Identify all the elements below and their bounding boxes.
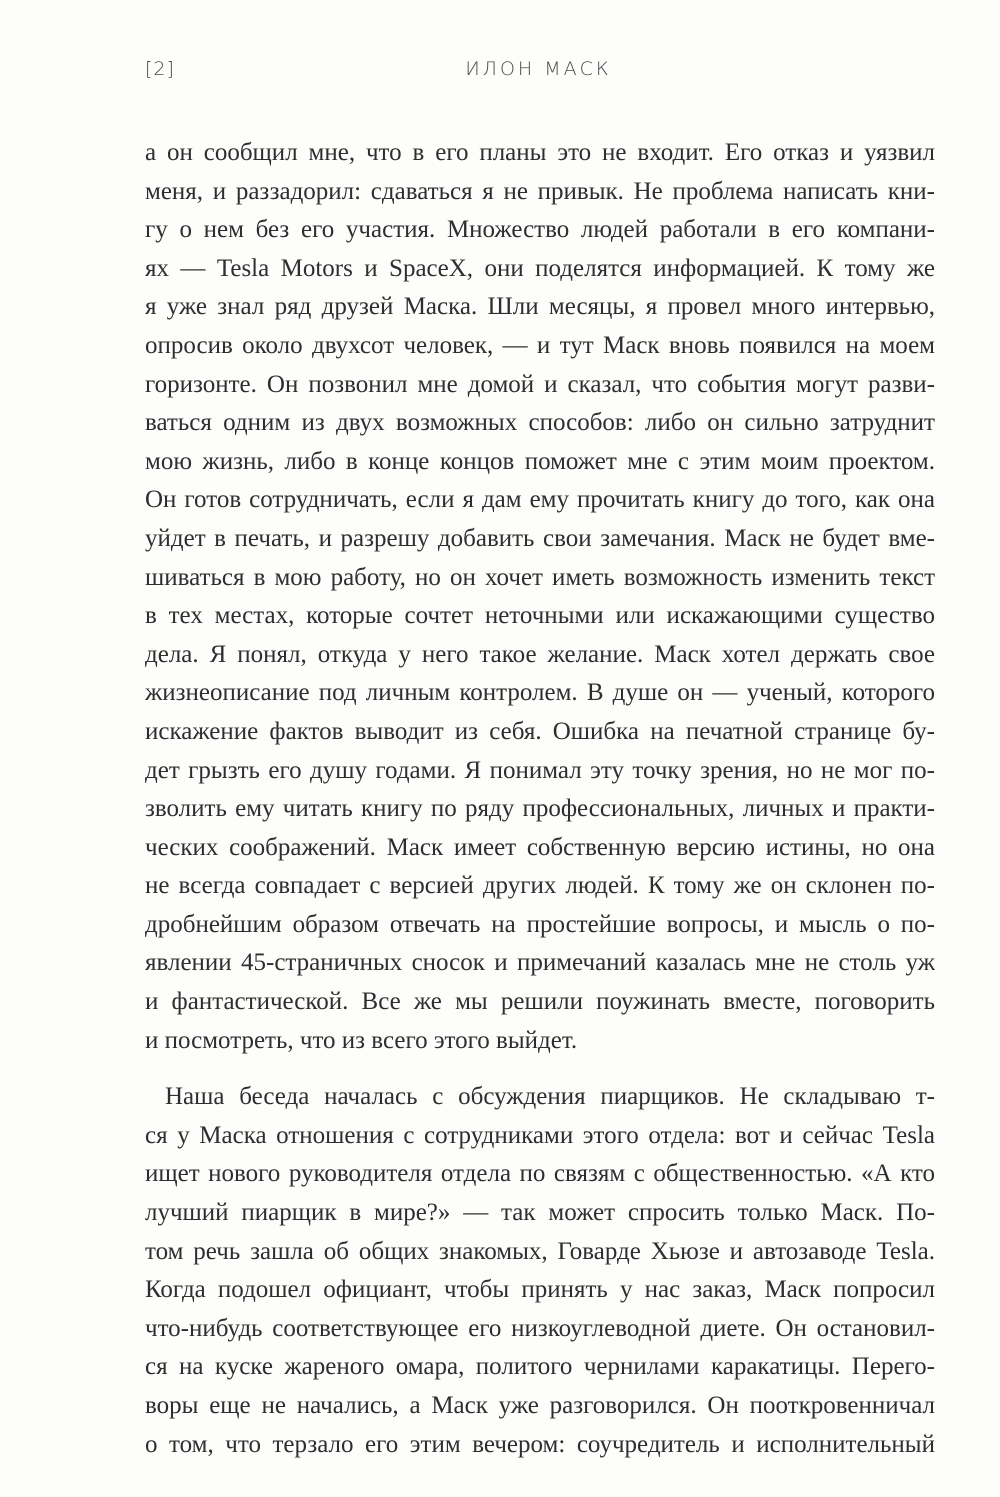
text-line: горизонте. Он позвонил мне домой и сказал, что события могут разви-	[145, 370, 935, 398]
text-line: о том, что терзало его этим вечером: соучредитель и исполнительный	[145, 1430, 935, 1458]
text-line: искажение фактов выводит из себя. Ошибка на печатной странице бу-	[145, 717, 935, 745]
text-line: ся на куске жареного омара, политого чернилами каракатицы. Перего-	[145, 1353, 935, 1381]
text-line: что-нибудь соответствующее его низкоуглеводной диете. Он остановил-	[145, 1314, 935, 1342]
text-line: явлении 45-страничных сносок и примечаний казалась мне не столь уж	[145, 949, 935, 977]
text-line: и фантастической. Все же мы решили поужинать вместе, поговорить	[145, 988, 935, 1016]
paragraph-2	[145, 1078, 935, 1464]
text-line: в тех местах, которые сочтет неточными или искажающими существо	[145, 602, 935, 630]
text-line: ваться одним из двух возможных способов: либо он сильно затруднит	[145, 409, 935, 437]
text-line: дробнейшим образом отвечать на простейшие вопросы, и мысль о по-	[145, 910, 935, 938]
text-line: шиваться в мою работу, но он хочет иметь возможность изменить текст	[145, 563, 935, 591]
text-line: Он готов сотрудничать, если я дам ему прочитать книгу до того, как она	[145, 486, 935, 514]
text-line: меня, и раззадорил: сдаваться я не привык. Не проблема написать кни-	[145, 177, 935, 205]
paragraph-1	[145, 134, 935, 1060]
text-line: жизнеописание под личным контролем. В душе он — ученый, которого	[145, 679, 935, 707]
text-line: воры еще не начались, а Маск уже разговорился. Он пооткровенничал	[145, 1392, 935, 1419]
text-line: дела. Я понял, откуда у него такое желание. Маск хотел держать свое	[145, 640, 935, 668]
text-line: зволить ему читать книгу по ряду профессиональных, личных и практи-	[145, 795, 935, 823]
text-line: опросив около двухсот человек, — и тут Маск вновь появился на моем	[145, 331, 935, 359]
text-line: лучший пиарщик в мире?» — так может спросить только Маск. По-	[145, 1199, 935, 1227]
text-line: ищет нового руководителя отдела по связям с общественностью. «А кто	[145, 1160, 935, 1188]
text-line: ческих соображений. Маск имеет собственную версию истины, но она	[145, 833, 935, 861]
running-head	[145, 58, 932, 88]
text-line: не всегда совпадает с версией других людей. К тому же он склонен по-	[145, 872, 935, 900]
text-line: и посмотреть, что из всего этого выйдет.	[145, 1026, 578, 1054]
text-line: уйдет в печать, и разрешу добавить свои замечания. Маск не будет вме-	[145, 524, 935, 552]
text-line: а он сообщил мне, что в его планы это не входит. Его отказ и уязвил	[145, 139, 935, 166]
text-line: ся у Маска отношения с сотрудниками этого отдела: вот и сейчас Tesla	[145, 1121, 935, 1149]
text-line: Когда подошел официант, чтобы принять у нас заказ, Маск попросил	[145, 1276, 935, 1304]
text-line: Наша беседа началась с обсуждения пиарщиков. Не складываю т-	[165, 1083, 935, 1111]
text-line: гу о нем без его участия. Множество людей работали в его компани-	[145, 216, 935, 244]
text-line: том речь зашла об общих знакомых, Говарде Хьюзе и автозаводе Tesla.	[145, 1237, 935, 1265]
text-line: ях — Tesla Motors и SpaceX, они поделятся информацией. К тому же	[145, 254, 935, 282]
body-text	[145, 134, 935, 1464]
paragraph-gap	[145, 1060, 935, 1078]
text-line: я уже знал ряд друзей Маска. Шли месяцы, я провел много интервью,	[145, 293, 935, 321]
running-title: ИЛОН МАСК	[465, 58, 612, 80]
page-number: [2]	[145, 58, 175, 80]
text-line: дет грызть его душу годами. Я понимал эту точку зрения, но не мог по-	[145, 756, 935, 784]
text-line: мою жизнь, либо в конце концов поможет мне с этим моим проектом.	[145, 447, 935, 475]
